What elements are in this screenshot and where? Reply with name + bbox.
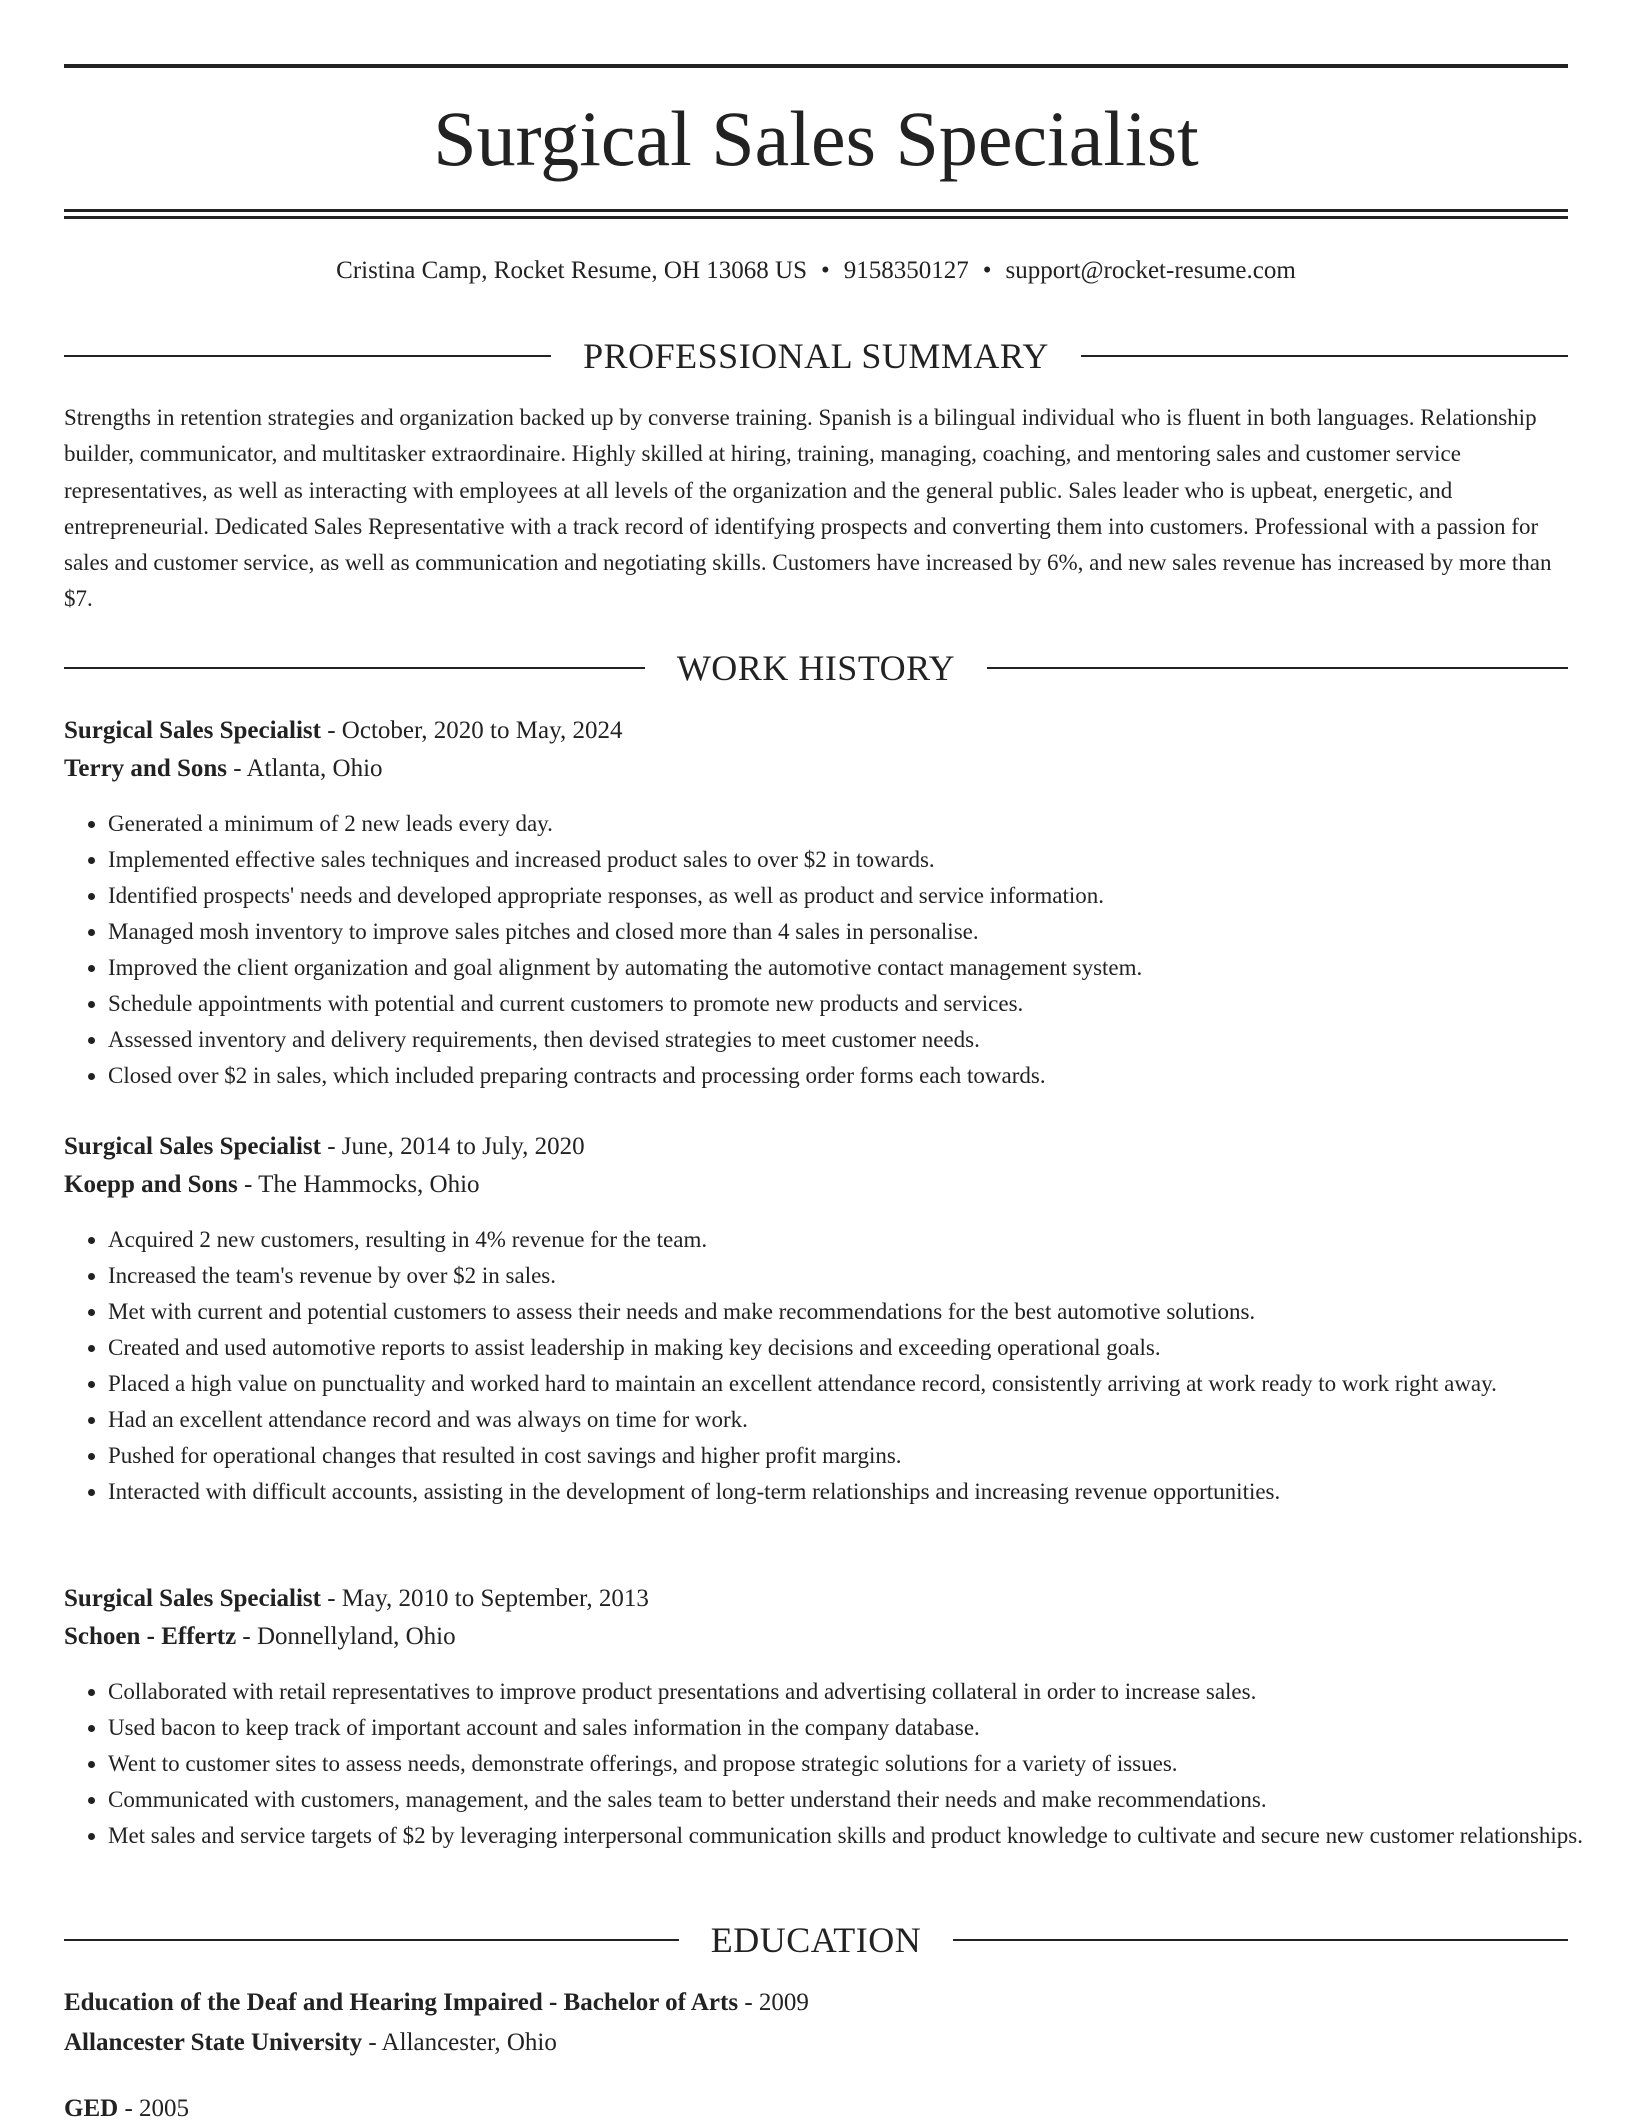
heading-rule-left bbox=[64, 1939, 679, 1941]
job-dates: - October, 2020 to May, 2024 bbox=[320, 717, 623, 744]
list-item: • Increased the team's revenue by over $2 in sales. bbox=[108, 1258, 1612, 1294]
list-item: • Placed a high value on punctuality and worked hard to maintain an excellent attendance record, consistently arriving at work ready to work right away. bbox=[108, 1366, 1612, 1402]
job-bullets bbox=[64, 1674, 1612, 1854]
education-location: - Allancester, Ohio bbox=[362, 2029, 557, 2056]
education-year: - 2005 bbox=[118, 2095, 190, 2122]
list-item: • Schedule appointments with potential and current customers to promote new products and services. bbox=[108, 986, 1612, 1022]
job-title-line bbox=[64, 1128, 1568, 1166]
contact-address: Cristina Camp, Rocket Resume, OH 13068 US bbox=[336, 257, 807, 284]
heading-rule-right bbox=[1081, 355, 1568, 357]
list-item: • Met with current and potential customers to assess their needs and make recommendations for the best automotive solutions. bbox=[108, 1294, 1612, 1330]
heading-rule-left bbox=[64, 667, 645, 669]
job-location: - Atlanta, Ohio bbox=[227, 755, 383, 782]
job-company-line bbox=[64, 750, 1568, 788]
list-item: • Interacted with difficult accounts, assisting in the development of long-term relationships and increasing revenue opportunities. bbox=[108, 1474, 1612, 1510]
job-title-line bbox=[64, 1580, 1568, 1618]
page-title: Surgical Sales Specialist bbox=[433, 95, 1199, 182]
job-title: Surgical Sales Specialist bbox=[64, 1585, 321, 1612]
education-heading bbox=[64, 1918, 1568, 1962]
contact-separator: • bbox=[820, 257, 830, 284]
list-item: • Managed mosh inventory to improve sales pitches and closed more than 4 sales in personalise. bbox=[108, 914, 1612, 950]
list-item: • Met sales and service targets of $2 by leveraging interpersonal communication skills and product knowledge to cultivate and secure new customer relationships. bbox=[108, 1818, 1612, 1854]
education-year: - 2009 bbox=[738, 1989, 809, 2016]
education-degree-line bbox=[64, 1984, 1568, 2022]
list-item: • Had an excellent attendance record and was always on time for work. bbox=[108, 1402, 1612, 1438]
summary-heading bbox=[64, 334, 1568, 378]
job-company-line bbox=[64, 1618, 1568, 1656]
job-bullets bbox=[64, 1222, 1612, 1510]
job-title: Surgical Sales Specialist bbox=[64, 717, 321, 744]
job-bullets bbox=[64, 806, 1612, 1094]
title-rule-upper bbox=[64, 209, 1568, 212]
job-company: Koepp and Sons bbox=[64, 1171, 238, 1198]
job-dates: - May, 2010 to September, 2013 bbox=[320, 1585, 649, 1612]
list-item: • Improved the client organization and goal alignment by automating the automotive contact management system. bbox=[108, 950, 1612, 986]
list-item: • Used bacon to keep track of important account and sales information in the company database. bbox=[108, 1710, 1612, 1746]
work-history-heading bbox=[64, 646, 1568, 690]
title-rule-lower bbox=[64, 216, 1568, 219]
list-item: • Implemented effective sales techniques and increased product sales to over $2 in towards. bbox=[108, 842, 1612, 878]
education-degree: GED bbox=[64, 2095, 119, 2122]
heading-rule-right bbox=[987, 667, 1568, 669]
top-rule bbox=[64, 64, 1568, 68]
summary-heading-label: PROFESSIONAL SUMMARY bbox=[583, 336, 1049, 376]
list-item: • Collaborated with retail representatives to improve product presentations and advertising collateral in order to increase sales. bbox=[108, 1674, 1612, 1710]
education-school-line bbox=[64, 2024, 1568, 2062]
heading-rule-left bbox=[64, 355, 551, 357]
work-history-heading-label: WORK HISTORY bbox=[676, 648, 956, 688]
education-degree-line bbox=[64, 2090, 1568, 2128]
list-item: • Communicated with customers, management, and the sales team to better understand their needs and make recommendations. bbox=[108, 1782, 1612, 1818]
list-item: • Went to customer sites to assess needs, demonstrate offerings, and propose strategic solutions for a variety of issues. bbox=[108, 1746, 1612, 1782]
list-item: • Identified prospects' needs and developed appropriate responses, as well as product and service information. bbox=[108, 878, 1612, 914]
contact-separator: • bbox=[982, 257, 992, 284]
job-title: Surgical Sales Specialist bbox=[64, 1133, 321, 1160]
list-item: • Created and used automotive reports to assist leadership in making key decisions and exceeding operational goals. bbox=[108, 1330, 1612, 1366]
list-item: • Acquired 2 new customers, resulting in 4% revenue for the team. bbox=[108, 1222, 1612, 1258]
list-item: • Generated a minimum of 2 new leads every day. bbox=[108, 806, 1612, 842]
education-school: Allancester State University bbox=[64, 2029, 363, 2056]
heading-rule-right bbox=[953, 1939, 1568, 1941]
education-heading-label: EDUCATION bbox=[710, 1920, 922, 1960]
list-item: • Assessed inventory and delivery requirements, then devised strategies to meet customer needs. bbox=[108, 1022, 1612, 1058]
list-item: • Closed over $2 in sales, which included preparing contracts and processing order forms each towards. bbox=[108, 1058, 1612, 1094]
job-company-line bbox=[64, 1166, 1568, 1204]
summary-text: Strengths in retention strategies and organization backed up by converse training. Spanish is a bilingual individual who is fluent in both languages. Relationship builder, communicator, and multitasker extraordinaire. Highly skilled at hiring, training, managing, coaching, and mentoring sales and customer service representatives, as well as interacting with employees at all levels of the organization and the general public. Sales leader who is upbeat, energetic, and entrepreneurial. Dedicated Sales Representative with a track record of identifying prospects and converting them into customers. Professional with a passion for sales and customer service, as well as communication and negotiating skills. Customers have increased by 6%, and new sales revenue has increased by more than $7. bbox=[64, 405, 1552, 612]
education-degree: Education of the Deaf and Hearing Impaired - Bachelor of Arts bbox=[64, 1989, 739, 2016]
contact-email: support@rocket-resume.com bbox=[1005, 257, 1296, 284]
contact-line bbox=[64, 254, 1568, 288]
job-company: Schoen - Effertz bbox=[64, 1623, 237, 1650]
list-item: • Pushed for operational changes that resulted in cost savings and higher profit margins. bbox=[108, 1438, 1612, 1474]
job-dates: - June, 2014 to July, 2020 bbox=[320, 1133, 585, 1160]
job-title-line bbox=[64, 712, 1568, 750]
contact-phone: 9158350127 bbox=[843, 257, 969, 284]
job-location: - Donnellyland, Ohio bbox=[236, 1623, 456, 1650]
job-location: - The Hammocks, Ohio bbox=[237, 1171, 480, 1198]
job-company: Terry and Sons bbox=[64, 755, 228, 782]
